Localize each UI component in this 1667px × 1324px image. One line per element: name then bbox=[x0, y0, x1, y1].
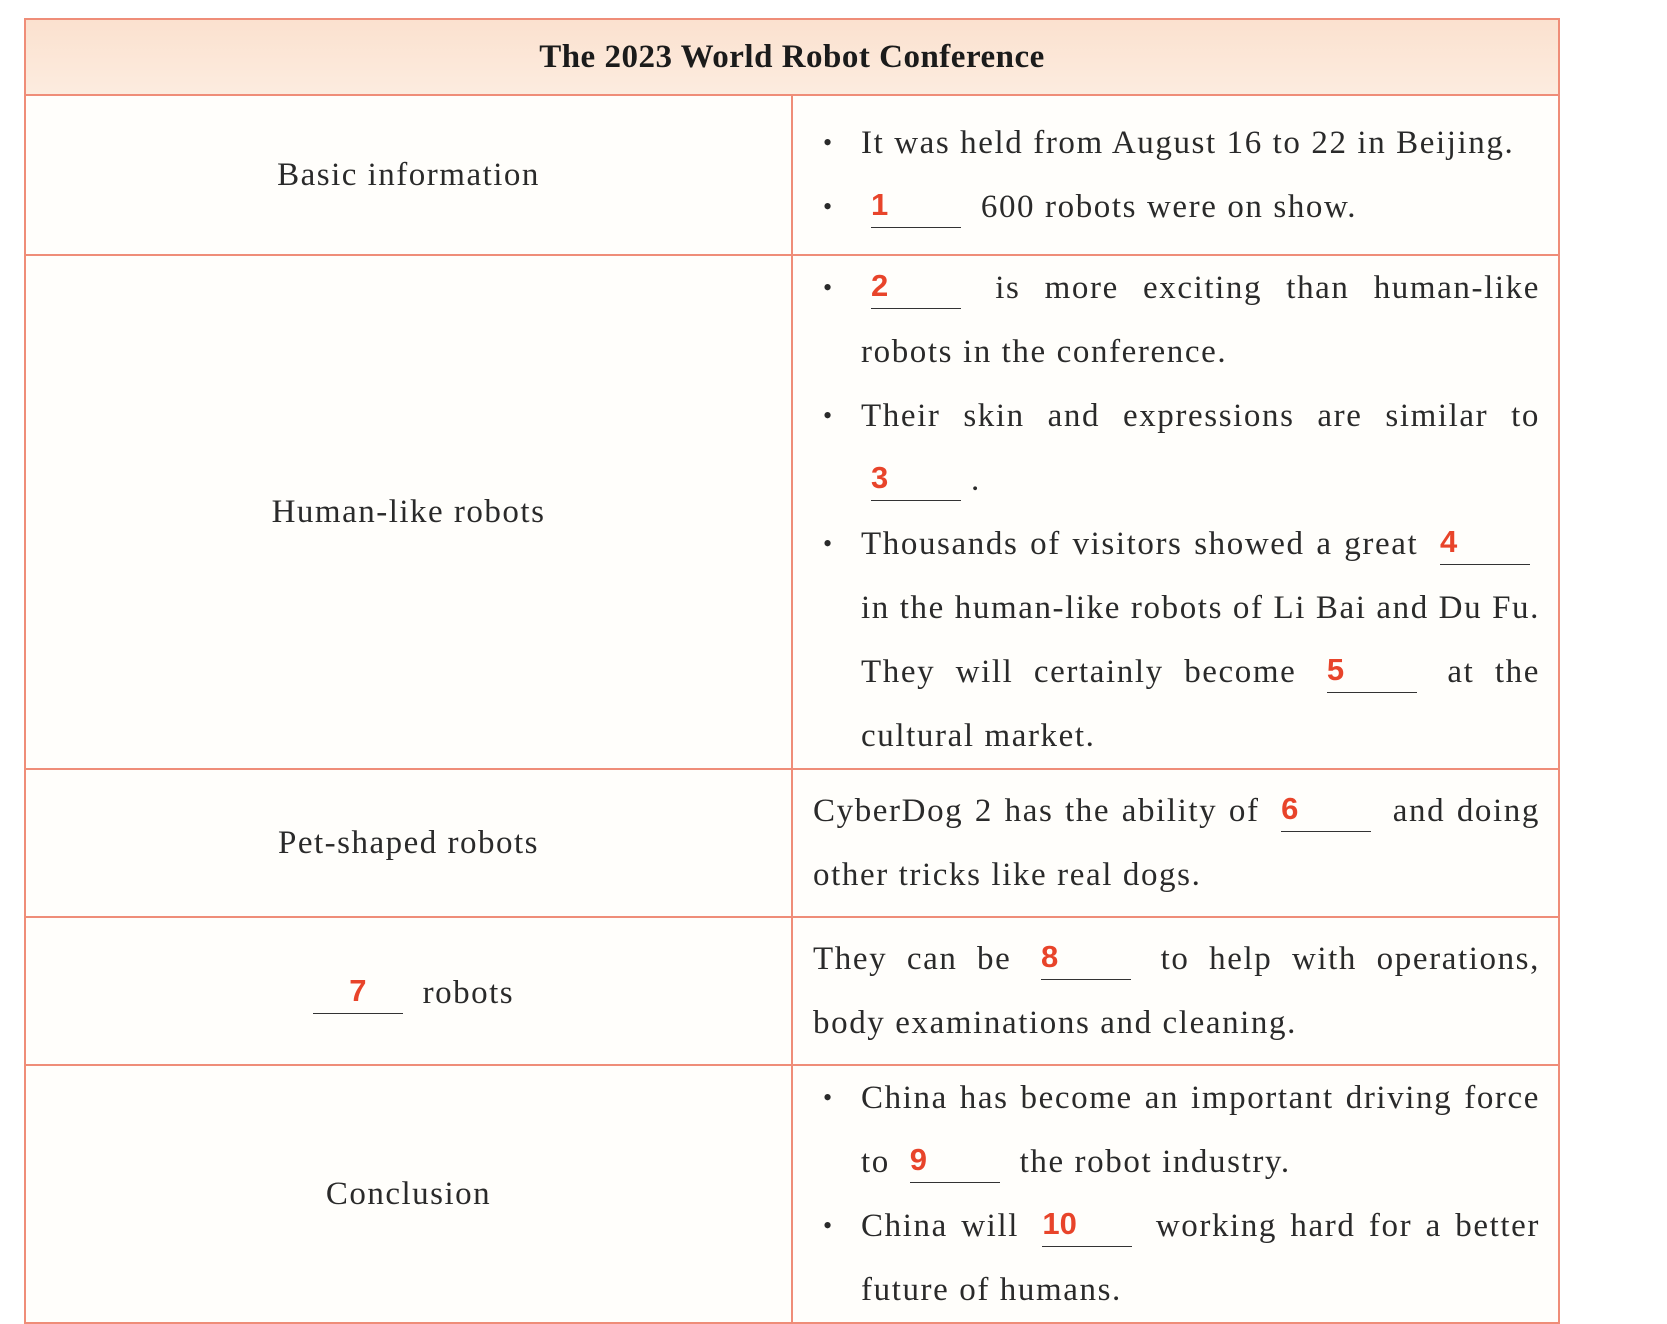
blank-8[interactable]: 8 bbox=[1041, 935, 1131, 980]
bullet-item: • China will 10 working hard for a better future of humans. bbox=[813, 1194, 1540, 1322]
table-row bbox=[25, 95, 1559, 255]
conference-table bbox=[24, 18, 1560, 1324]
row-label-basic-information: Basic information bbox=[25, 95, 792, 255]
blank-10[interactable]: 10 bbox=[1042, 1202, 1132, 1247]
row-label-blank-7-robots: 7 robots bbox=[25, 917, 792, 1065]
row-content-basic-information bbox=[792, 95, 1559, 255]
bullet-item: • Their skin and expressions are similar to 3 . bbox=[813, 384, 1540, 512]
row-content-human-like-robots bbox=[792, 255, 1559, 769]
blank-7[interactable]: 7 bbox=[313, 969, 403, 1014]
row-content-blank-7-robots: They can be 8 to help with operations, body examinations and cleaning. bbox=[792, 917, 1559, 1065]
bullet-item: • Thousands of visitors showed a great 4 in the human-like robots of Li Bai and Du Fu. They will certainly become 5 at the cultural market. bbox=[813, 512, 1540, 768]
row-content-conclusion bbox=[792, 1065, 1559, 1323]
blank-2[interactable]: 2 bbox=[871, 264, 961, 309]
bullet-item: • 2 is more exciting than human-like robots in the conference. bbox=[813, 256, 1540, 384]
bullet-item: • 1 600 robots were on show. bbox=[813, 175, 1540, 239]
blank-1[interactable]: 1 bbox=[871, 183, 961, 228]
bullet-item: • It was held from August 16 to 22 in Beijing. bbox=[813, 111, 1540, 175]
table-title: The 2023 World Robot Conference bbox=[25, 19, 1559, 95]
blank-5[interactable]: 5 bbox=[1327, 648, 1417, 693]
bullet-item: • China has become an important driving force to 9 the robot industry. bbox=[813, 1066, 1540, 1194]
row-label-pet-shaped-robots: Pet-shaped robots bbox=[25, 769, 792, 917]
row-label-human-like-robots: Human-like robots bbox=[25, 255, 792, 769]
table-row bbox=[25, 917, 1559, 1065]
row-label-conclusion: Conclusion bbox=[25, 1065, 792, 1323]
blank-6[interactable]: 6 bbox=[1281, 787, 1371, 832]
table-row bbox=[25, 255, 1559, 769]
table-row bbox=[25, 769, 1559, 917]
table-row bbox=[25, 1065, 1559, 1323]
row-content-pet-shaped-robots: CyberDog 2 has the ability of 6 and doing other tricks like real dogs. bbox=[792, 769, 1559, 917]
blank-3[interactable]: 3 bbox=[871, 456, 961, 501]
blank-9[interactable]: 9 bbox=[910, 1138, 1000, 1183]
blank-4[interactable]: 4 bbox=[1440, 520, 1530, 565]
